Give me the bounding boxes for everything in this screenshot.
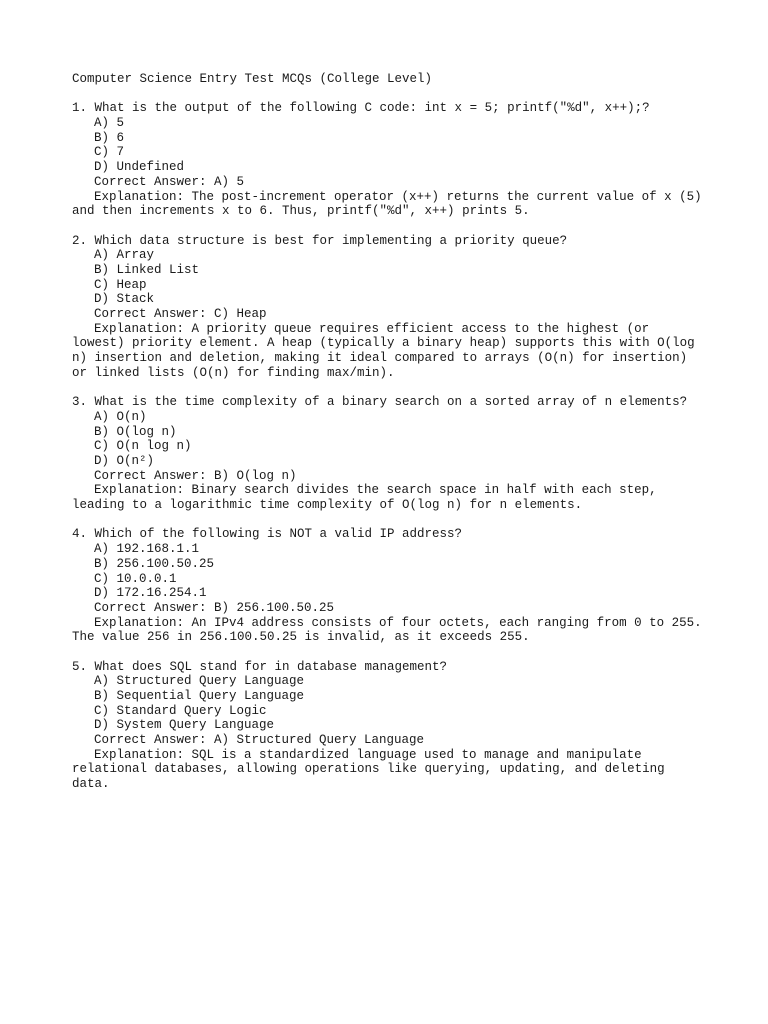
correct-answer: Correct Answer: A) Structured Query Language: [94, 733, 425, 748]
question-block-1: [72, 101, 702, 219]
option-b: B) 256.100.50.25: [94, 556, 215, 571]
spacer: [72, 645, 702, 660]
option-d: D) Stack: [94, 292, 155, 307]
option-a: A) 5: [94, 116, 125, 131]
question-block-3: [72, 395, 702, 513]
option-c: C) Standard Query Logic: [94, 703, 267, 718]
option-a: A) Structured Query Language: [94, 674, 305, 689]
option-a: A) 192.168.1.1: [94, 542, 200, 557]
explanation: Explanation: A priority queue requires efficient access to the highest (or lowest) priority element. A heap (typically a binary heap) supports this with O(log n) insertion and deletion, making it ideal compared to arrays (O(n) for insertion) or linked lists (O(n) for finding max/min).: [72, 321, 695, 380]
question-block-5: [72, 660, 702, 792]
option-b: B) Linked List: [94, 262, 200, 277]
option-a: A) Array: [94, 248, 155, 263]
option-b: B) 6: [94, 130, 125, 145]
question-text: 4. Which of the following is NOT a valid IP address?: [72, 527, 463, 542]
option-c: C) O(n log n): [94, 439, 192, 454]
option-d: D) Undefined: [94, 160, 185, 175]
question-text: 2. Which data structure is best for implementing a priority queue?: [72, 233, 568, 248]
option-d: D) 172.16.254.1: [94, 586, 207, 601]
option-c: C) 7: [94, 145, 125, 160]
spacer: [72, 513, 702, 528]
option-b: B) Sequential Query Language: [94, 689, 305, 704]
option-c: C) 10.0.0.1: [94, 571, 177, 586]
correct-answer: Correct Answer: A) 5: [94, 174, 245, 189]
spacer: [72, 381, 702, 396]
explanation: Explanation: SQL is a standardized language used to manage and manipulate relational databases, allowing operations like querying, updating, and deleting data.: [72, 747, 665, 792]
option-d: D) O(n²): [94, 453, 155, 468]
correct-answer: Correct Answer: C) Heap: [94, 307, 267, 322]
option-d: D) System Query Language: [94, 718, 275, 733]
document-page: [72, 72, 702, 792]
question-block-4: [72, 527, 702, 645]
question-block-2: [72, 234, 702, 381]
explanation: Explanation: The post-increment operator (x++) returns the current value of x (5) and then increments x to 6. Thus, printf("%d", x++) prints 5.: [72, 189, 702, 219]
spacer: [72, 87, 702, 102]
explanation: Explanation: An IPv4 address consists of four octets, each ranging from 0 to 255. The value 256 in 256.100.50.25 is invalid, as it exceeds 255.: [72, 615, 702, 645]
document-title: Computer Science Entry Test MCQs (College Level): [72, 72, 433, 86]
question-text: 3. What is the time complexity of a binary search on a sorted array of n elements?: [72, 395, 688, 410]
option-b: B) O(log n): [94, 424, 177, 439]
option-a: A) O(n): [94, 409, 147, 424]
option-c: C) Heap: [94, 277, 147, 292]
correct-answer: Correct Answer: B) O(log n): [94, 468, 297, 483]
correct-answer: Correct Answer: B) 256.100.50.25: [94, 600, 335, 615]
question-text: 1. What is the output of the following C code: int x = 5; printf("%d", x++);?: [72, 101, 650, 116]
spacer: [72, 219, 702, 234]
explanation: Explanation: Binary search divides the search space in half with each step, leading to a logarithmic time complexity of O(log n) for n elements.: [72, 483, 657, 513]
question-text: 5. What does SQL stand for in database management?: [72, 659, 448, 674]
